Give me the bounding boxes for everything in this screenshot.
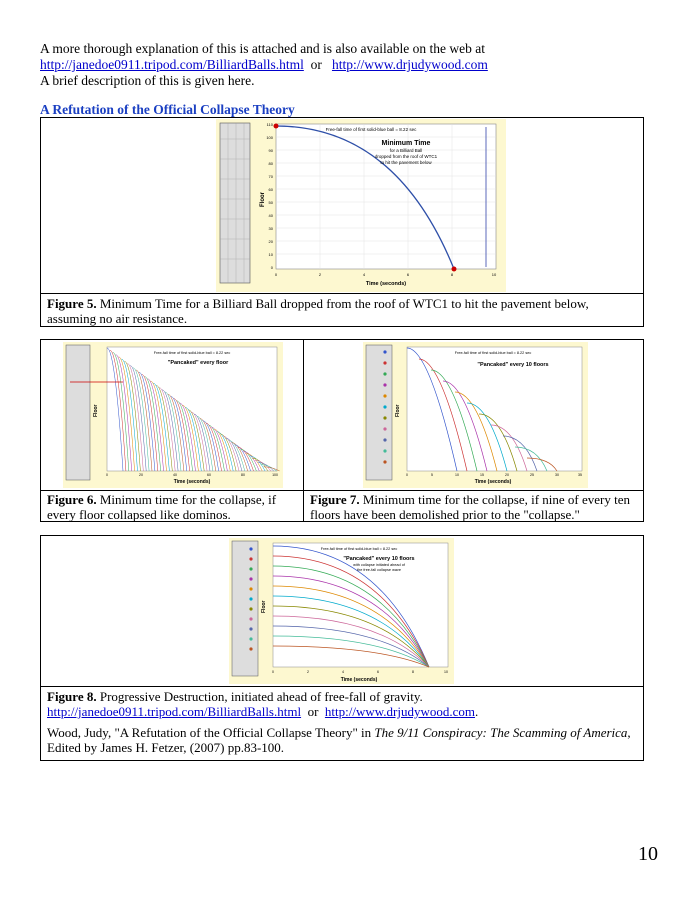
reference-part-b: , Edited by James H. Fetzer, (2007) pp.83-100. [47,725,631,755]
chart-subtitle-2: dropped from the roof of WTC1 [374,154,438,159]
ball-marker [249,617,252,620]
ball-marker [249,647,252,650]
tower-graphic [66,345,90,480]
chart-title: "Pancaked" every floor [167,360,229,366]
figure-5-box [40,117,644,327]
chart-subtitle-1: for a Billiard Ball [389,148,423,153]
y-tick: 10 [268,252,273,257]
figure-6-text: Minimum time for the collapse, if every floor collapsed like dominos. [47,492,277,522]
figure-8-chart [229,538,454,684]
chart-top-note: Free-fall time of first solid-blue ball = 8.22 sec [454,351,532,355]
figure-5-svg [216,119,506,292]
figure-6-chart [63,342,283,488]
x-tick: 30 [555,473,559,477]
figure-5-divider [41,293,643,294]
intro-links-line [40,57,660,73]
y-tick: 30 [268,226,273,231]
ball-marker [249,627,252,630]
ball-end [452,267,457,272]
y-tick: 20 [268,239,273,244]
figure-7-label: Figure 7. [310,492,360,507]
y-tick: 40 [268,213,273,218]
tower-graphic [366,345,392,480]
ball-marker [249,587,252,590]
reference-book-title: The 9/11 Conspiracy: The Scamming of America [374,725,628,740]
x-ticks [272,670,448,674]
figure-8-text: Progressive Destruction, initiated ahead of free-fall of gravity. [96,689,423,704]
ball-marker [383,416,386,419]
ball-marker [383,449,386,452]
x-tick: 8 [450,272,454,277]
figure-5-chart [216,119,506,292]
y-axis-label: Floor [260,192,266,207]
figure-8-caption [41,688,643,756]
chart-subtitle-1: with collapse initiated ahead of [353,563,405,567]
x-tick: 0 [272,670,274,674]
x-ticks [275,272,497,277]
figure-7-text: Minimum time for the collapse, if nine of every ten floors have been demolished prior to the "collapse." [310,492,630,522]
figure-6-7-box [40,339,644,522]
ball-marker [383,361,386,364]
y-tick: 50 [268,200,273,205]
chart-title: "Pancaked" every 10 floors [477,362,549,368]
x-tick: 10 [444,670,448,674]
figure-7-svg [363,342,588,488]
ball-marker [383,383,386,386]
ball-marker [383,405,386,408]
ball-marker [383,460,386,463]
x-tick: 80 [241,473,245,477]
x-tick: 25 [530,473,534,477]
x-tick: 8 [412,670,414,674]
figure-8-label: Figure 8. [47,689,97,704]
intro-paragraph [40,41,660,89]
ball-marker [249,577,252,580]
figure-6-label: Figure 6. [47,492,97,507]
x-tick: 4 [342,670,344,674]
x-tick: 20 [139,473,143,477]
figure-8-divider [41,686,643,687]
chart-title: "Pancaked" every 10 floors [343,556,415,562]
chart-subtitle-2: the free-fall collapse wave [357,568,401,572]
intro-line-1: A more thorough explanation of this is attached and is also available on the web at [40,41,486,56]
ball-marker [249,607,252,610]
figure-5-text: Minimum Time for a Billiard Ball dropped from the roof of WTC1 to hit the pavement below, assuming no air resistance. [47,296,589,326]
x-tick: 2 [318,272,322,277]
x-tick: 6 [377,670,379,674]
y-tick: 0 [270,265,273,270]
x-axis-label: Time (seconds) [474,479,512,485]
x-tick: 15 [480,473,484,477]
figure-8-svg [229,538,454,684]
x-tick: 4 [362,272,366,277]
intro-line-3: A brief description of this is given here. [40,73,255,88]
page-number: 10 [638,843,658,865]
ball-marker [383,372,386,375]
figure-7-caption [304,491,642,523]
tower-graphic [232,541,258,676]
x-tick: 6 [406,272,410,277]
x-tick: 0 [274,272,278,277]
x-tick: 2 [307,670,309,674]
x-tick: 5 [431,473,433,477]
x-ticks [106,473,278,477]
y-axis-label: Floor [261,600,267,613]
figure-7-chart [363,342,588,488]
x-axis-label: Time (seconds) [340,677,378,683]
figure-8-box [40,535,644,761]
billiard-balls-link[interactable]: http://janedoe0911.tripod.com/BilliardBalls.html [40,57,304,72]
y-ticks [266,122,273,270]
y-tick: 60 [268,187,273,192]
figure-6-svg [63,342,283,488]
y-tick: 110 [266,122,273,127]
chart-top-note: Free-fall time of first solid-blue ball = 8.22 sec [153,351,231,355]
drjudywood-link[interactable]: http://www.drjudywood.com [331,57,488,72]
x-tick: 40 [173,473,177,477]
ball-marker [383,427,386,430]
billiard-balls-link-2[interactable]: http://janedoe0911.tripod.com/BilliardBalls.html [47,704,302,719]
chart-title: Minimum Time [381,140,431,147]
y-axis-label: Floor [93,404,99,417]
ball-marker [249,567,252,570]
x-tick: 100 [272,473,278,477]
ball-marker [383,394,386,397]
ball-marker [249,597,252,600]
ball-marker [249,557,252,560]
x-ticks [406,473,582,477]
or-text: or [310,57,322,72]
reference-part-a: Wood, Judy, "A Refutation of the Official Collapse Theory" in [47,725,375,740]
y-tick: 70 [268,174,273,179]
y-axis-label: Floor [395,404,401,417]
y-tick: 80 [268,161,273,166]
figure-5-label: Figure 5. [47,296,97,311]
x-tick: 20 [505,473,509,477]
x-tick: 10 [455,473,459,477]
period: . [475,704,479,719]
ball-marker [249,547,252,550]
y-tick: 100 [266,135,273,140]
chart-top-note: Free-fall time of first solid-blue ball = 8.22 sec [325,127,417,132]
chart-top-note: Free-fall time of first solid-blue ball = 8.22 sec [320,547,398,551]
x-tick: 0 [406,473,408,477]
ball-marker [383,350,386,353]
x-tick: 0 [106,473,108,477]
x-axis-label: Time (seconds) [365,281,407,287]
y-tick: 90 [268,148,273,153]
ball-marker [383,438,386,441]
x-axis-label: Time (seconds) [173,479,211,485]
figure-8-links [47,704,637,719]
x-tick: 60 [207,473,211,477]
x-tick: 35 [578,473,582,477]
chart-subtitle-3: to hit the pavement below [380,160,432,165]
section-title: A Refutation of the Official Collapse Theory [40,102,295,117]
drjudywood-link-2[interactable]: http://www.drjudywood.com [324,704,476,719]
figure-6-caption [41,491,303,523]
ball-start [274,124,279,129]
or-text-2: or [307,704,319,719]
x-tick: 10 [491,272,497,277]
figure-5-caption [41,295,643,327]
ball-marker [249,637,252,640]
reference-citation [47,725,637,755]
